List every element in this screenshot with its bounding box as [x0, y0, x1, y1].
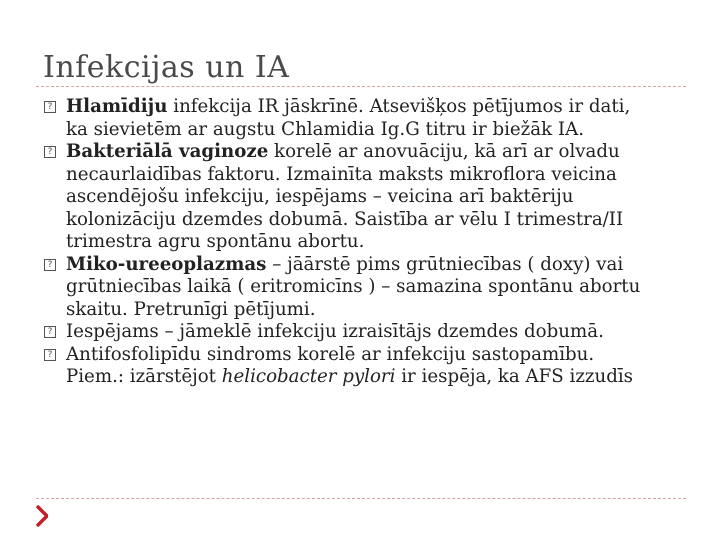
bullet-text: ir iespēja, ka AFS izzudīs: [395, 366, 634, 387]
bullet-icon: ?: [44, 101, 56, 113]
bullet-bold-term: Bakteriālā vaginoze: [66, 141, 269, 162]
bullet-icon: ?: [44, 146, 56, 158]
bullet-line: [66, 141, 680, 164]
bullet-line: [66, 254, 680, 277]
bullet-item-uterine-infection: [44, 321, 680, 344]
bullet-item-bacterial-vaginosis: [44, 141, 680, 254]
bullet-line: [66, 366, 680, 389]
bullet-icon: ?: [44, 349, 56, 361]
bullet-line: [66, 96, 680, 119]
next-slide-arrow-icon[interactable]: [36, 505, 48, 527]
bullet-line: kolonizāciju dzemdes dobumā. Saistība ar vēlu I trimestra/II: [66, 208, 624, 230]
bullet-text: korelē ar anovuāciju, kā arī ar olvadu: [268, 141, 620, 162]
bullet-item-chlamydia: [44, 96, 680, 141]
bullet-line: Antifosfolipīdu sindroms korelē ar infekciju sastopamību.: [66, 343, 595, 365]
bullet-line: skaitu. Pretrunīgi pētījumi.: [66, 298, 316, 320]
slide-title: Infekcijas un IA: [43, 50, 290, 85]
bullet-line: grūtniecības laikā ( eritromicīns ) – samazina spontānu abortu: [66, 276, 641, 297]
bullet-line: trimestra agru spontānu abortu.: [66, 231, 365, 252]
bullet-item-mycoplasma: [44, 254, 680, 322]
footer-divider: [36, 498, 686, 499]
bullet-text: infekcija IR jāskrīnē. Atsevišķos pētījumos ir dati,: [167, 96, 631, 117]
title-divider: [36, 86, 686, 87]
bullet-text: Piem.: izārstējot: [66, 366, 222, 387]
bullet-italic-term: helicobacter pylori: [221, 366, 396, 387]
bullet-text: – jāārstē pims grūtniecības ( doxy) vai: [266, 253, 624, 275]
bullet-list: [44, 96, 680, 389]
bullet-line: ka sievietēm ar augstu Chlamidia Ig.G titru ir biežāk IA.: [66, 118, 584, 140]
bullet-item-antiphospholipid: [44, 344, 680, 389]
bullet-bold-term: Hlamīdiju: [66, 96, 168, 117]
bullet-icon: ?: [44, 259, 56, 271]
bullet-line: necaurlaidības faktoru. Izmainīta maksts mikroflora veicina: [66, 163, 617, 185]
arrow-path: [37, 506, 47, 526]
bullet-bold-term: Miko-ureeoplazmas: [66, 253, 267, 275]
bullet-line: ascendējošu infekciju, iespējams – veicina arī baktēriju: [66, 186, 574, 207]
bullet-icon: ?: [44, 326, 56, 338]
bullet-line: Iespējams – jāmeklē infekciju izraisītājs dzemdes dobumā.: [66, 321, 604, 342]
